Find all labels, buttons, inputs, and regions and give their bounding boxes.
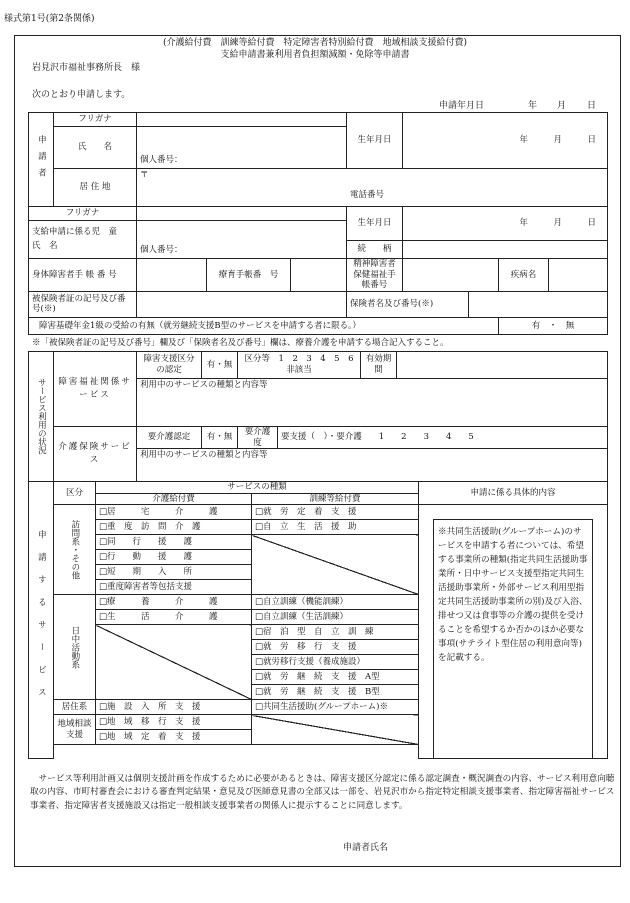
care-cert-label: 要介護認定 [137, 427, 202, 449]
applicant-table [28, 112, 608, 335]
visit-care-2[interactable]: □同 行 援 護 [96, 535, 252, 550]
day-train-0[interactable]: □自立訓練（機能訓練） [252, 595, 419, 610]
service-types-header: サービスの種類 [96, 482, 419, 494]
child-birth-label: 生年月日 [347, 207, 403, 241]
date-day: 日 [587, 101, 597, 111]
care-header: 介護給付費 [96, 493, 252, 505]
applicant-name-field[interactable] [137, 127, 347, 169]
applicant-birth-day: 日 [587, 135, 597, 146]
gh-note: ※共同生活援助(グループホーム)のサービスを申請する者については、希望する事業所の種類(指定共同生活援助事業所・日中サービス支援型指定共同生活援助事業所・外部サービス利用型指定共同生活援助事業所の別)及び入浴、排せつ又は食事等の介護の提供を受けることを希望するか否かのほか必要な事項(サテライト型住居の利用意向等)を記載する。 [433, 519, 593, 759]
applicant-address-field[interactable] [137, 169, 608, 207]
training-header: 訓練等給付費 [252, 493, 419, 505]
disease-field[interactable] [549, 259, 608, 292]
usage-group-cell [29, 352, 54, 482]
care-level-options[interactable]: 要支援（ ）・要介護 1 2 3 4 5 [278, 427, 608, 449]
child-relation-label: 続 柄 [347, 241, 403, 259]
day-care-blank [96, 625, 252, 700]
welfare-label: 障害福祉関係サービス [54, 352, 137, 427]
cat-local-label: 地域相談支援 [54, 715, 96, 745]
kubun-cell[interactable] [238, 352, 361, 379]
applicant-personal-no-label: 個人番号： [140, 155, 183, 166]
support-cert-label: 障害支援区分の認定 [137, 352, 202, 379]
form-number: 様式第1号(第2条関係) [4, 14, 95, 24]
visit-care-5[interactable]: □重度障害者等包括支援 [96, 580, 252, 595]
res-train[interactable]: □共同生活援助(グループホーム)※ [252, 700, 419, 715]
kubun-non: 非該当 [286, 365, 312, 375]
visit-train-1[interactable]: □自 立 生 活 援 助 [252, 520, 419, 535]
applicant-birth-field[interactable] [403, 113, 608, 169]
applicant-birth-label: 生年月日 [347, 113, 403, 169]
visit-care-4[interactable]: □短 期 入 所 [96, 565, 252, 580]
physical-handbook-field[interactable] [137, 259, 207, 292]
welfare-used-services[interactable]: 利用中のサービスの種類と内容等 [137, 379, 608, 427]
form-title-1: (介護給付費 訓練等給付費 特定障害者特別給付費 地域相談支援給付費) [162, 38, 468, 48]
insurance-note: ※「被保険者証の記号及び番号」欄及び「保険者名及び番号」欄は、療養介護を申請する場合記入すること。 [32, 338, 449, 348]
insured-no-label: 被保険者証の記号及び番号(※) [29, 291, 137, 317]
date-year: 年 [528, 101, 538, 111]
applicant-group-label: 申請者 [36, 134, 47, 185]
form-title-2: 支給申請書兼利用者負担額減額・免除等申請書 [220, 50, 410, 60]
usage-group-label: サービス利用の状況 [36, 378, 47, 455]
addressee: 岩見沢市福祉事務所長 様 [32, 63, 141, 73]
services-group-cell [29, 482, 54, 759]
cat-res-label: 居住系 [54, 700, 96, 715]
day-train-2[interactable]: □宿 泊 型 自 立 訓 練 [252, 625, 419, 640]
valid-period-label: 有効期間 [361, 352, 397, 379]
res-care[interactable]: □施 設 入 所 支 援 [96, 700, 252, 715]
mental-handbook-label: 精神障害者保健福祉手帳番号 [347, 259, 403, 292]
pension-no[interactable]: 無 [565, 320, 575, 331]
day-care-0[interactable]: □療 養 介 護 [96, 595, 252, 610]
child-name-field[interactable] [137, 221, 347, 259]
child-relation-field[interactable] [403, 241, 608, 259]
visit-care-0[interactable]: □居 宅 介 護 [96, 505, 252, 520]
services-group-label: 申請するサービス [36, 530, 47, 711]
local-1[interactable]: □地 域 定 着 支 援 [96, 730, 252, 745]
day-train-1[interactable]: □自立訓練（生活訓練） [252, 610, 419, 625]
date-label: 申請年月日 [439, 101, 485, 111]
day-care-1[interactable]: □生 活 介 護 [96, 610, 252, 625]
applicant-furigana-field[interactable] [137, 113, 347, 127]
applicant-name-label: 氏 名 [54, 127, 137, 169]
consent-text: サービス等利用計画又は個別支援計画を作成するために必要があるときは、障害支援区分認定に係る認定調査・概況調査の内容、サービス利用意向聴取の内容、市町村審査会における審査判定結果・意見及び医師意見書の全部又は一部を、岩見沢市から指定特定相談支援事業者、指定障害福祉サービス事業者、指定障害者支援施設又は指定一般相談支援事業者の関係人に提示することに同意します。 [30, 774, 615, 811]
cat-visit-cell [54, 505, 96, 595]
insurer-field[interactable] [469, 291, 608, 317]
local-0[interactable]: □地 域 移 行 支 援 [96, 715, 252, 730]
child-birth-month: 月 [553, 218, 562, 229]
insurer-label: 保険者名及び番号(※) [347, 291, 469, 317]
child-furigana-label: フリガナ [29, 207, 137, 221]
applicant-furigana-label: フリガナ [54, 113, 137, 127]
pension-yes[interactable]: 有 [531, 320, 541, 331]
date-month: 月 [557, 101, 567, 111]
child-birth-year: 年 [519, 218, 528, 229]
cat-day-label: 日中活動系 [69, 626, 80, 669]
request-text: 次のとおり申請します。 [32, 90, 131, 100]
care-used-services[interactable]: 利用中のサービスの種類と内容等 [137, 449, 608, 482]
child-furigana-field[interactable] [137, 207, 347, 221]
postal-mark: 〒 [140, 170, 149, 180]
day-train-3[interactable]: □就 労 移 行 支 援 [252, 640, 419, 655]
kubun-values: 1 2 3 4 5 6 [278, 354, 354, 365]
cat-visit-label: 訪問系・その他 [69, 520, 80, 580]
child-birth-day: 日 [587, 218, 597, 229]
care-label: 介護保険サービス [54, 427, 137, 482]
cat-day-cell [54, 595, 96, 700]
services-table [28, 481, 608, 759]
day-train-6[interactable]: □就 労 継 続 支 援 B型 [252, 685, 419, 700]
valid-period-field[interactable] [397, 352, 608, 379]
applicant-birth-month: 月 [553, 135, 562, 146]
pension-yesno[interactable] [499, 317, 608, 334]
kubun-header: 区分 [54, 482, 96, 505]
pension-dot: ・ [548, 320, 558, 331]
care-cert-yesno[interactable]: 有・無 [202, 427, 238, 449]
day-train-4[interactable]: □就労移行支援（養成施設） [252, 655, 419, 670]
phone-label: 電話番号 [350, 189, 385, 200]
day-train-5[interactable]: □就 労 継 続 支 援 A型 [252, 670, 419, 685]
mental-handbook-field[interactable] [403, 259, 499, 292]
rehab-handbook-label: 療育手帳番 号 [207, 259, 291, 292]
usage-table [28, 351, 608, 482]
applicant-birth-year: 年 [519, 135, 528, 146]
visit-train-0[interactable]: □就 労 定 着 支 援 [252, 505, 419, 520]
kubun-label: 区分等 [244, 354, 271, 365]
disease-label: 疾病名 [499, 259, 549, 292]
rehab-handbook-field[interactable] [291, 259, 347, 292]
child-birth-field[interactable] [403, 207, 608, 241]
details-cell[interactable] [419, 505, 608, 759]
visit-train-blank [252, 535, 419, 595]
child-personal-no-label: 個人番号： [140, 245, 183, 256]
care-level-label: 要介護度 [238, 427, 278, 449]
insured-no-field[interactable] [137, 291, 347, 317]
physical-handbook-label: 身体障害者手 帳 番 号 [29, 259, 137, 292]
local-train-blank [252, 715, 419, 745]
visit-care-3[interactable]: □行 動 援 護 [96, 550, 252, 565]
applicant-group-cell [29, 113, 54, 207]
pension-label: 障害基礎年金1級の受給の有無（就労継続支援B型のサービスを申請する者に限る。） [29, 317, 499, 334]
services-spacer [54, 745, 419, 759]
support-cert-yesno[interactable]: 有・無 [202, 352, 238, 379]
applicant-address-label: 居 住 地 [54, 169, 137, 207]
child-name-label: 支給申請に係る児 童 氏 名 [29, 221, 137, 259]
signature-label: 申請者氏名 [343, 843, 389, 853]
details-header: 申請に係る具体的内容 [419, 482, 608, 505]
visit-care-1[interactable]: □重 度 訪 問 介 護 [96, 520, 252, 535]
